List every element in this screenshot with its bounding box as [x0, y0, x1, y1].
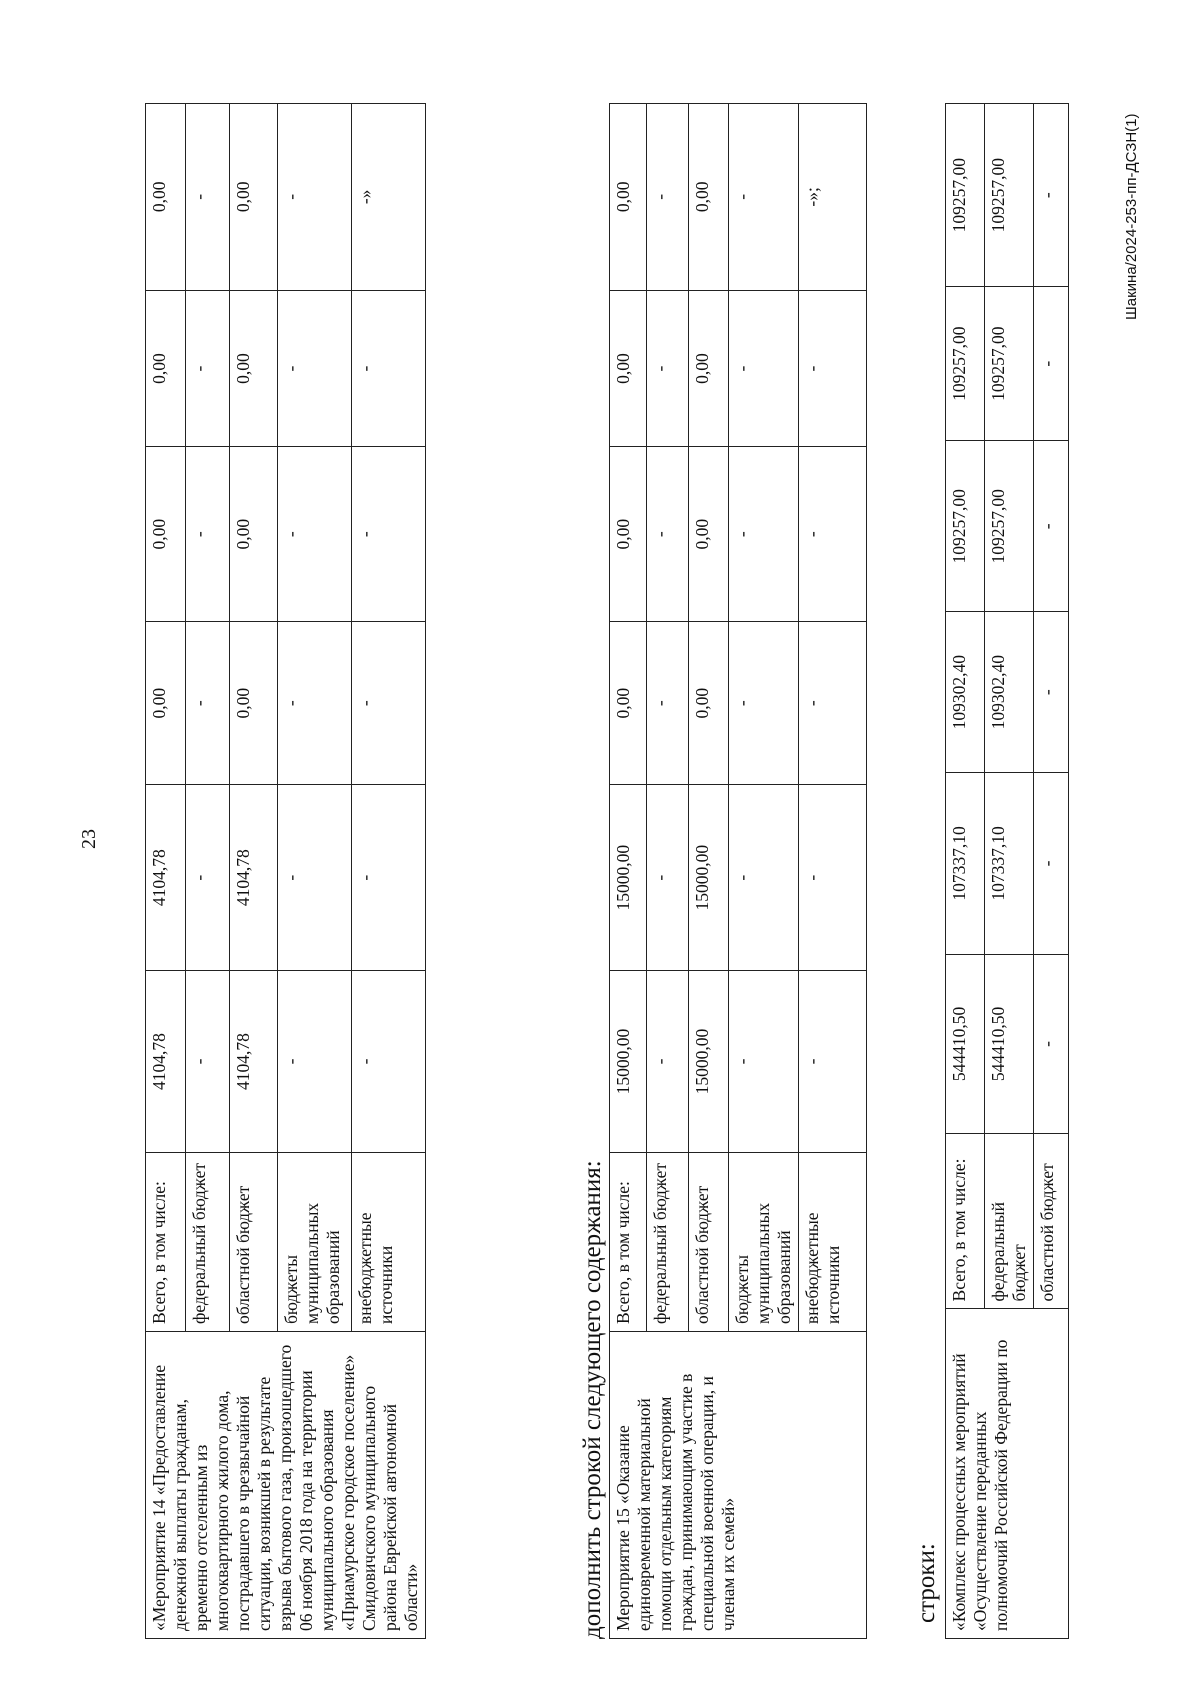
amount-cell: 0,00 — [229, 290, 277, 447]
amount-cell: - — [729, 970, 799, 1152]
amount-cell: - — [647, 290, 689, 447]
amount-cell: 109257,00 — [985, 104, 1034, 287]
funding-source: Всего, в том числе: — [946, 1133, 985, 1309]
amount-cell: - — [186, 785, 229, 971]
amount-cell: - — [277, 104, 351, 291]
funding-source: бюджеты муниципальных образований — [277, 1153, 351, 1332]
amount-cell: 4104,78 — [229, 785, 277, 971]
amount-cell: - — [729, 447, 799, 621]
amount-cell: - — [186, 621, 229, 784]
measure-description: «Мероприятие 14 «Предоставление денежной выплаты гражданам, временно отселенным из многоквартирного жилого дома, пострадавшего в чрезвычайной ситуации, возникшей в результате взрыва бытового газа, произошедшего 06 ноября 2018 года на территории муниципального образования «Приамурское городское поселение» Смидовичского муниципального района Еврейской автономной области» — [146, 1332, 426, 1639]
amount-cell: - — [186, 970, 229, 1152]
amount-cell: - — [351, 785, 425, 971]
amount-cell: - — [351, 970, 425, 1152]
amount-cell: 0,00 — [610, 447, 647, 621]
amount-cell: 109257,00 — [985, 287, 1034, 441]
amount-cell: 15000,00 — [689, 970, 729, 1152]
amount-cell: 0,00 — [229, 104, 277, 291]
amount-cell: - — [186, 447, 229, 621]
amount-cell: - — [351, 447, 425, 621]
funding-source: бюджеты муниципальных образований — [729, 1153, 799, 1332]
amount-cell: 0,00 — [689, 290, 729, 447]
amount-cell: - — [186, 290, 229, 447]
funding-source: Всего, в том числе: — [610, 1153, 647, 1332]
amount-cell: - — [351, 290, 425, 447]
footer-document-code: Шакина/2024-253-пп-ДСЗН(1) — [1123, 113, 1140, 320]
amount-cell: - — [799, 970, 867, 1152]
amount-cell: 0,00 — [229, 621, 277, 784]
amount-cell: 15000,00 — [610, 970, 647, 1152]
amount-cell: 544410,50 — [985, 954, 1034, 1133]
amount-cell: 109302,40 — [946, 612, 985, 772]
intro-text-rows: строки: — [913, 1543, 940, 1623]
amount-cell: 544410,50 — [946, 954, 985, 1133]
amount-cell: - — [647, 621, 689, 784]
table-row — [946, 104, 985, 1639]
amount-cell: 0,00 — [610, 290, 647, 447]
amount-cell: - — [277, 970, 351, 1152]
amount-cell: - — [729, 785, 799, 971]
budget-table-process-complex — [945, 103, 1069, 1639]
intro-text-add-row: дополнить строкой следующего содержания: — [579, 1160, 606, 1639]
amount-cell: 0,00 — [689, 621, 729, 784]
amount-cell: - — [799, 785, 867, 971]
amount-cell: - — [277, 447, 351, 621]
amount-cell: - — [1034, 772, 1069, 954]
budget-table-measure-14 — [145, 103, 426, 1639]
table-row — [146, 104, 186, 1639]
amount-cell: - — [729, 621, 799, 784]
amount-cell: 4104,78 — [146, 970, 186, 1152]
amount-cell: -»; — [799, 104, 867, 291]
amount-cell: 0,00 — [689, 104, 729, 291]
amount-cell: - — [277, 785, 351, 971]
amount-cell: 0,00 — [146, 621, 186, 784]
funding-source: областной бюджет — [229, 1153, 277, 1332]
page-number: 23 — [78, 829, 100, 849]
amount-cell: 107337,10 — [946, 772, 985, 954]
amount-cell: - — [647, 970, 689, 1152]
funding-source: областной бюджет — [1034, 1133, 1069, 1309]
amount-cell: -» — [351, 104, 425, 291]
funding-source: федеральный бюджет — [647, 1153, 689, 1332]
budget-table-measure-15 — [609, 103, 867, 1639]
amount-cell: - — [799, 447, 867, 621]
funding-source: Всего, в том числе: — [146, 1153, 186, 1332]
amount-cell: - — [1034, 441, 1069, 612]
funding-source: областной бюджет — [689, 1153, 729, 1332]
amount-cell: 0,00 — [229, 447, 277, 621]
amount-cell: - — [1034, 954, 1069, 1133]
amount-cell: - — [351, 621, 425, 784]
amount-cell: - — [1034, 104, 1069, 287]
amount-cell: - — [186, 104, 229, 291]
amount-cell: - — [799, 290, 867, 447]
amount-cell: 4104,78 — [229, 970, 277, 1152]
amount-cell: 15000,00 — [610, 785, 647, 971]
amount-cell: - — [1034, 612, 1069, 772]
amount-cell: 0,00 — [146, 290, 186, 447]
amount-cell: - — [277, 621, 351, 784]
amount-cell: 0,00 — [689, 447, 729, 621]
funding-source: федеральный бюджет — [985, 1133, 1034, 1309]
amount-cell: 0,00 — [146, 447, 186, 621]
amount-cell: 0,00 — [610, 621, 647, 784]
amount-cell: 0,00 — [610, 104, 647, 291]
amount-cell: 109257,00 — [946, 104, 985, 287]
amount-cell: - — [647, 785, 689, 971]
measure-description: «Комплекс процессных мероприятий «Осуществление переданных полномочий Российской Федерации по — [946, 1309, 1069, 1639]
measure-description: Мероприятие 15 «Оказание единовременной материальной помощи отдельным категориям граждан, принимающим участие в специальной военной операции, и членам их семей» — [610, 1332, 867, 1639]
amount-cell: - — [1034, 287, 1069, 441]
amount-cell: - — [729, 104, 799, 291]
amount-cell: 109257,00 — [946, 441, 985, 612]
amount-cell: 0,00 — [146, 104, 186, 291]
table-row — [610, 104, 647, 1639]
funding-source: внебюджетные источники — [799, 1153, 867, 1332]
amount-cell: 109302,40 — [985, 612, 1034, 772]
funding-source: федеральный бюджет — [186, 1153, 229, 1332]
funding-source: внебюджетные источники — [351, 1153, 425, 1332]
amount-cell: 109257,00 — [985, 441, 1034, 612]
amount-cell: - — [647, 104, 689, 291]
amount-cell: 109257,00 — [946, 287, 985, 441]
amount-cell: 15000,00 — [689, 785, 729, 971]
amount-cell: - — [799, 621, 867, 784]
amount-cell: 4104,78 — [146, 785, 186, 971]
amount-cell: 107337,10 — [985, 772, 1034, 954]
amount-cell: - — [277, 290, 351, 447]
amount-cell: - — [729, 290, 799, 447]
amount-cell: - — [647, 447, 689, 621]
